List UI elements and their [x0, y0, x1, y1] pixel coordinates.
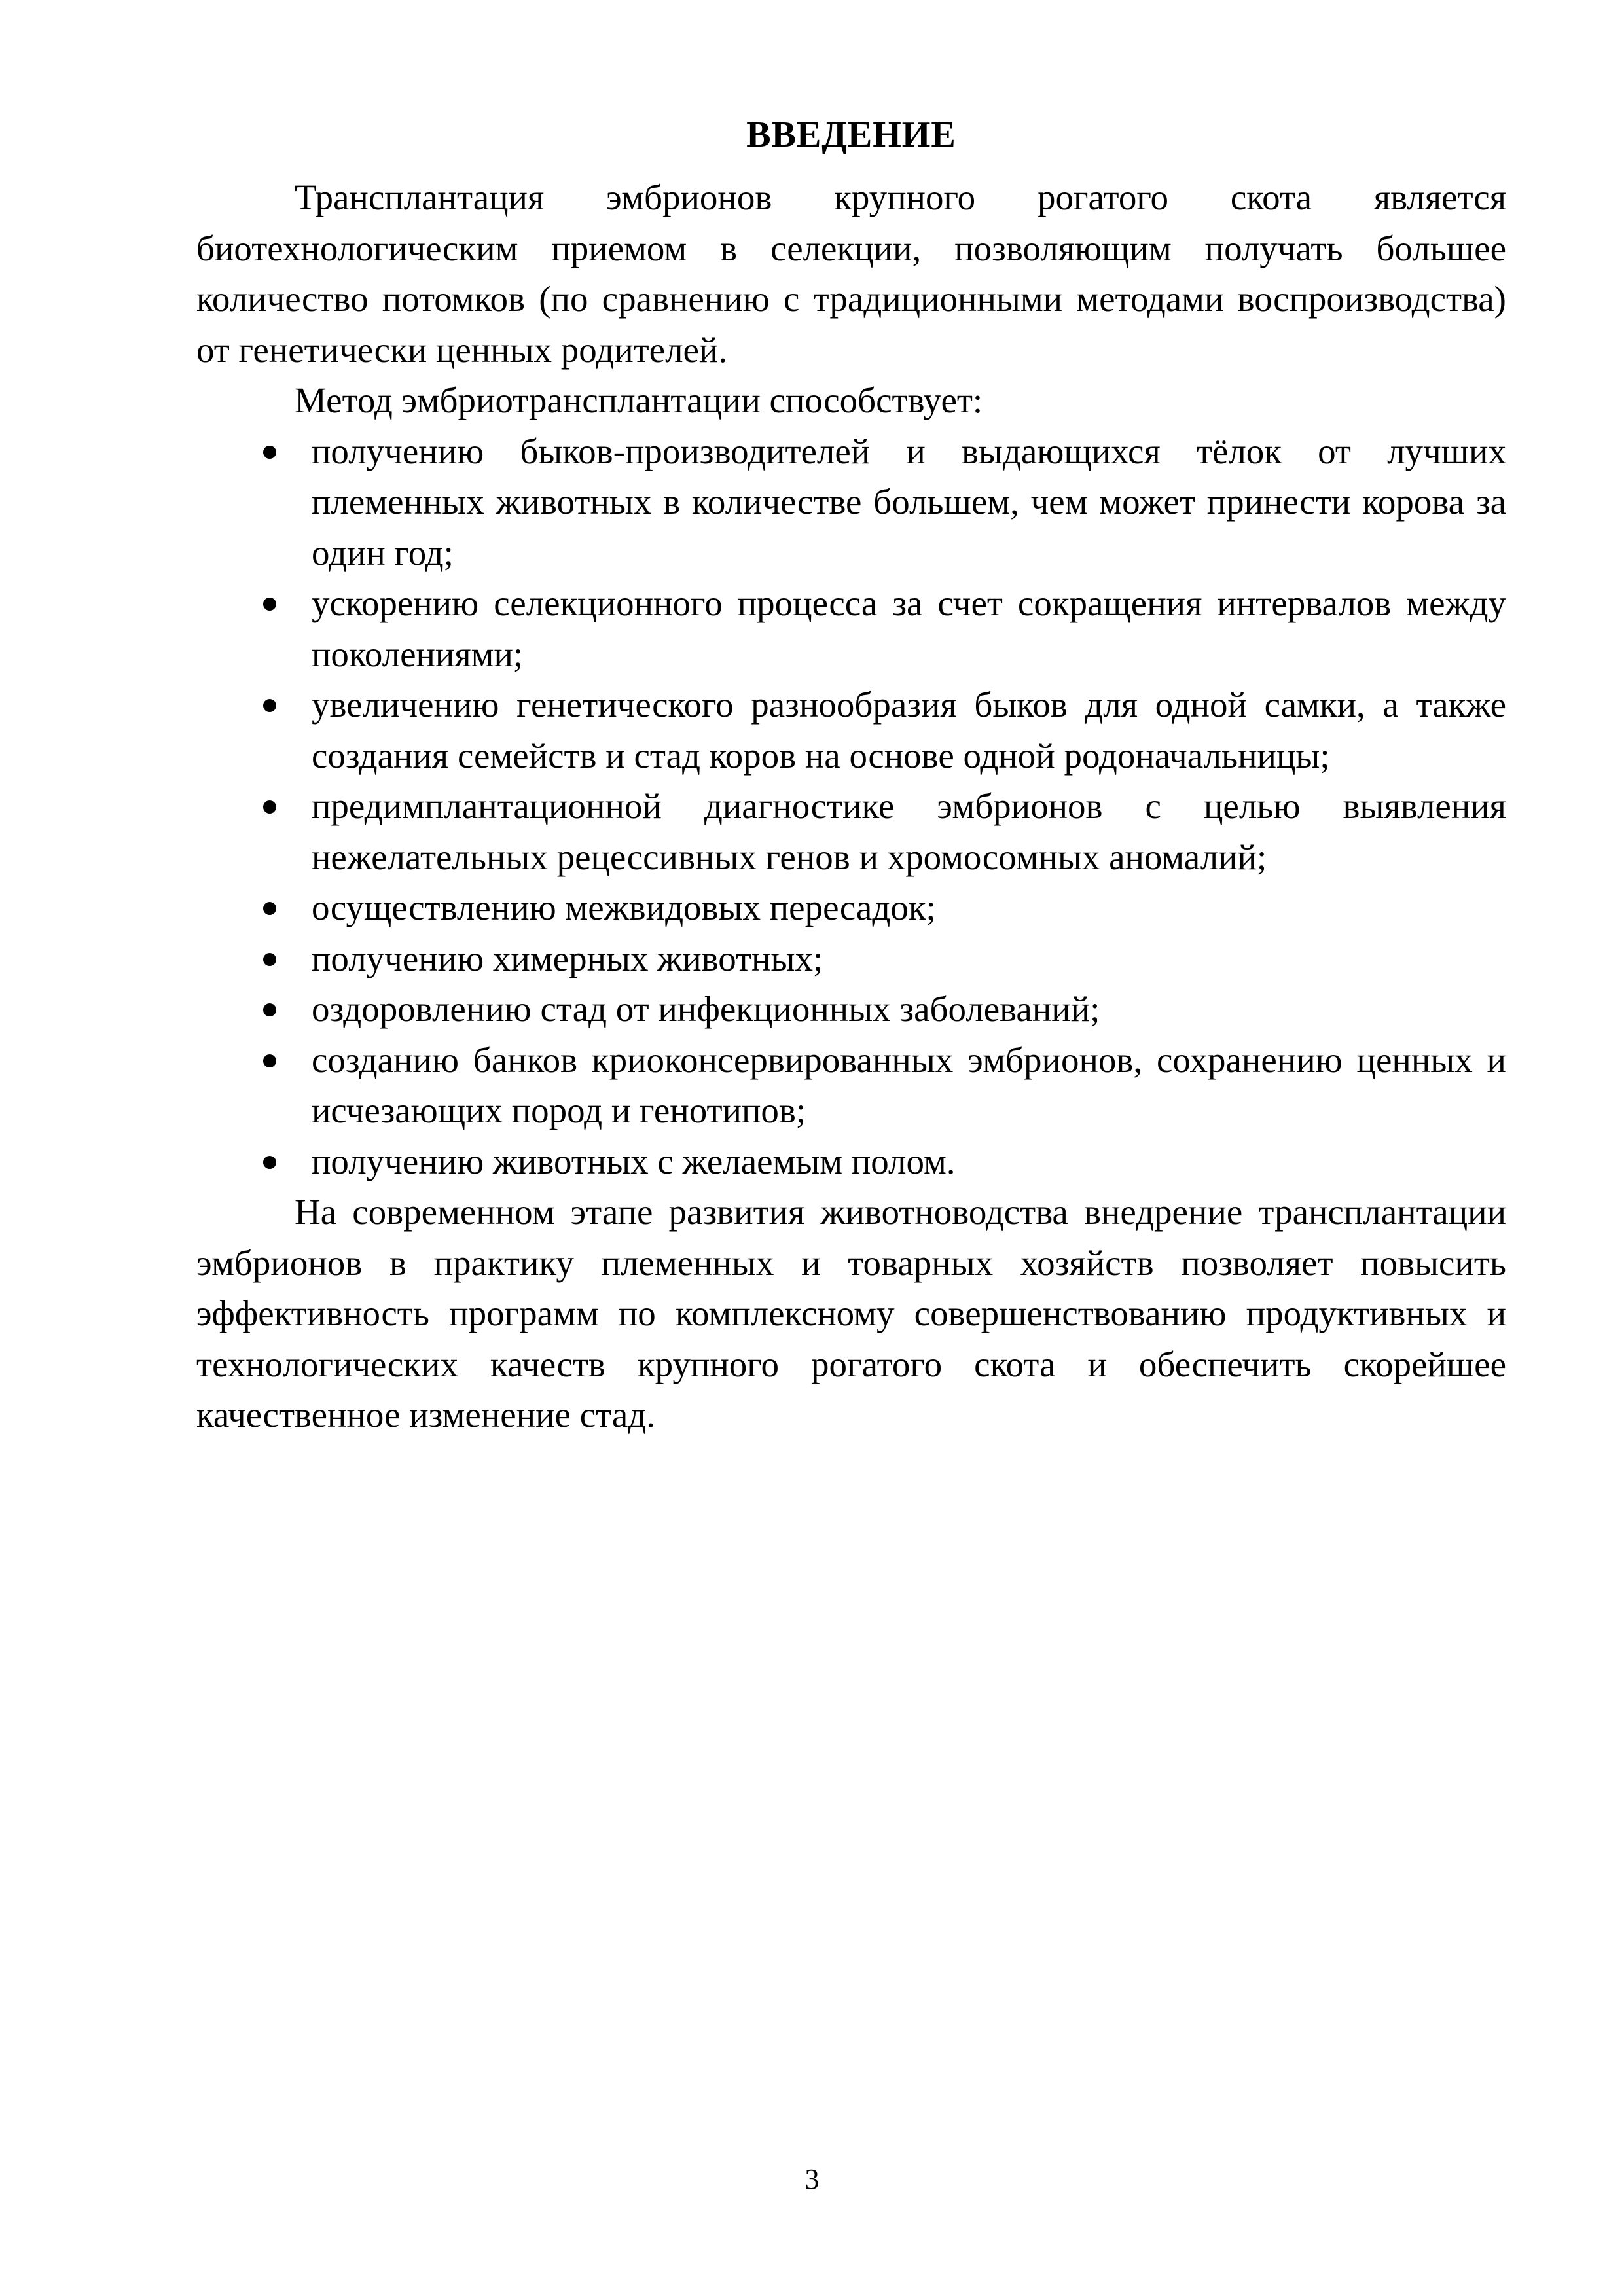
list-item-text: ускорению селекционного процесса за счет сокращения интервалов между поколениями;: [312, 583, 1506, 674]
list-item-text: созданию банков криоконсервированных эмбрионов, сохранению ценных и исчезающих пород и генотипов;: [312, 1039, 1506, 1130]
list-item: [312, 984, 1506, 1035]
bullet-icon: [263, 953, 276, 966]
conclusion-paragraph: На современном этапе развития животноводства внедрение трансплантации эмбрионов в практику племенных и товарных хозяйств позволяет повысить эффективность программ по комплексному совершенствованию продуктивных и технологических качеств крупного рогатого скота и обеспечить скорейшее качественное изменение стад.: [196, 1192, 1506, 1435]
page-content: [196, 110, 1506, 1441]
list-item: [312, 578, 1506, 679]
list-item: [312, 933, 1506, 984]
list-item: [312, 882, 1506, 933]
list-item-text: оздоровлению стад от инфекционных заболеваний;: [312, 989, 1100, 1029]
list-item-text: осуществлению межвидовых пересадок;: [312, 888, 936, 927]
list-item: [312, 679, 1506, 781]
bullet-icon: [263, 598, 276, 611]
bullet-icon: [263, 446, 276, 459]
bullet-icon: [263, 1156, 276, 1169]
list-item: [312, 426, 1506, 579]
list-item-text: предимплантационной диагностике эмбрионов с целью выявления нежелательных рецессивных генов и хромосомных аномалий;: [312, 786, 1506, 877]
list-item-text: получению химерных животных;: [312, 938, 823, 978]
bullet-icon: [263, 902, 276, 915]
bullet-icon: [263, 1003, 276, 1016]
bullet-icon: [263, 699, 276, 712]
intro-paragraph: Трансплантация эмбрионов крупного рогатого скота является биотехнологическим приемом в селекции, позволяющим получать большее количество потомков (по сравнению с традиционными методами воспроизводства) от генетически ценных родителей.: [196, 177, 1506, 370]
list-item: [312, 781, 1506, 882]
page-title: ВВЕДЕНИЕ: [746, 115, 956, 155]
list-item-text: получению быков-производителей и выдающихся тёлок от лучших племенных животных в количестве большем, чем может принести корова за один год;: [312, 431, 1506, 573]
page-number: 3: [804, 2163, 820, 2195]
benefits-list: [196, 426, 1506, 1187]
bullet-icon: [263, 800, 276, 814]
list-item: [312, 1136, 1506, 1187]
bullet-icon: [263, 1054, 276, 1067]
list-item-text: получению животных с желаемым полом.: [312, 1141, 956, 1181]
list-item-text: увеличению генетического разнообразия быков для одной самки, а также создания семейств и стад коров на основе одной родоначальницы;: [312, 685, 1506, 776]
list-item: [312, 1035, 1506, 1136]
method-lead-paragraph: Метод эмбриотрансплантации способствует:: [295, 380, 983, 420]
